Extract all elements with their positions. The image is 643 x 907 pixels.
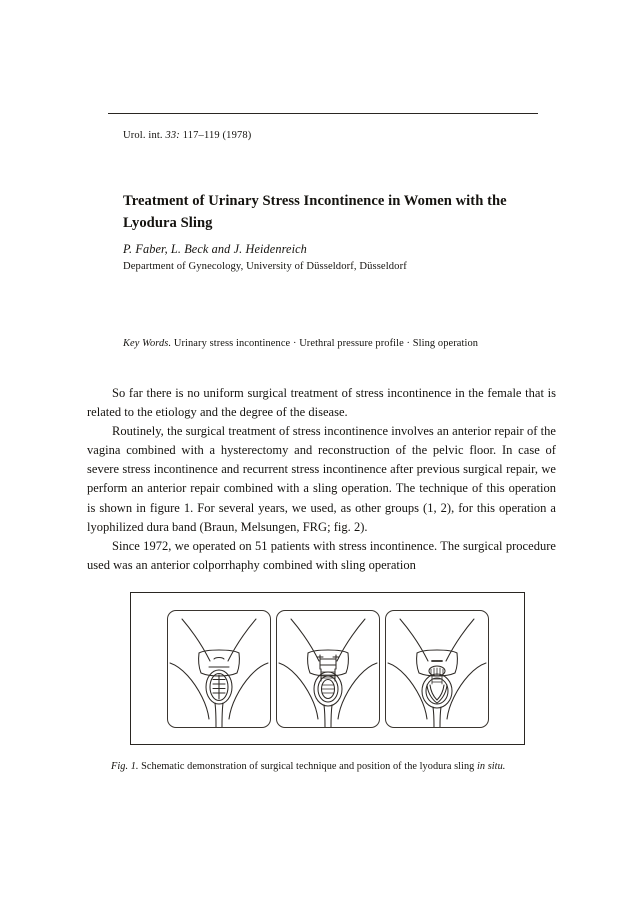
- journal-volume: 33:: [165, 130, 180, 141]
- panel-incision-drawing: [168, 611, 270, 727]
- journal-name: Urol. int.: [123, 130, 163, 141]
- figure-caption-body: Schematic demonstration of surgical technique and position of the lyodura sling: [138, 761, 477, 772]
- affiliation: Department of Gynecology, University of Düsseldorf, Düsseldorf: [123, 261, 407, 272]
- figure-caption-text: [87, 760, 557, 774]
- paragraph-1: So far there is no uniform surgical treatment of stress incontinence in the female that is related to the etiology and the degree of the disease.: [87, 386, 556, 420]
- panel-sling-in-situ: [385, 610, 489, 728]
- page-title: Treatment of Urinary Stress Incontinence in Women with the Lyodura Sling: [123, 193, 507, 231]
- figure-caption-in-situ: in situ.: [476, 761, 506, 772]
- keywords-line: [123, 338, 478, 349]
- paragraph-3: Since 1972, we operated on 51 patients with stress incontinence. The surgical procedure used was an anterior colporrhaphy combined with sling operation: [87, 538, 556, 572]
- figure-caption: [87, 760, 557, 774]
- keywords-label: Key Words.: [123, 338, 172, 349]
- figure-1: [130, 592, 525, 745]
- panel-sling-in-situ-drawing: [386, 611, 488, 727]
- journal-pages: 117–119 (1978): [182, 130, 252, 141]
- author-list: P. Faber, L. Beck and J. Heidenreich: [123, 242, 307, 256]
- figure-panel-row: [131, 593, 524, 744]
- body-text: [87, 384, 556, 575]
- figure-caption-label: Fig. 1.: [111, 761, 139, 772]
- panel-sling-placement: [276, 610, 380, 728]
- header-rule: [108, 113, 538, 114]
- paragraph-2: Routinely, the surgical treatment of stress incontinence involves an anterior repair of the vagina combined with a hysterectomy and reconstruction of the pelvic floor. In case of severe stress incontinence and recurrent stress incontinence after previous surgical repair, we perform an anterior repair combined with a sling operation. The technique of this operation is shown in figure 1. For several years, we used, as other groups (1, 2), for this operation a lyophilized dura band (Braun, Melsungen, FRG; fig. 2).: [87, 424, 556, 534]
- panel-sling-placement-drawing: [277, 611, 379, 727]
- journal-citation: [123, 130, 251, 141]
- keywords-terms: Urinary stress incontinence · Urethral pressure profile · Sling operation: [173, 338, 479, 349]
- panel-incision: [167, 610, 271, 728]
